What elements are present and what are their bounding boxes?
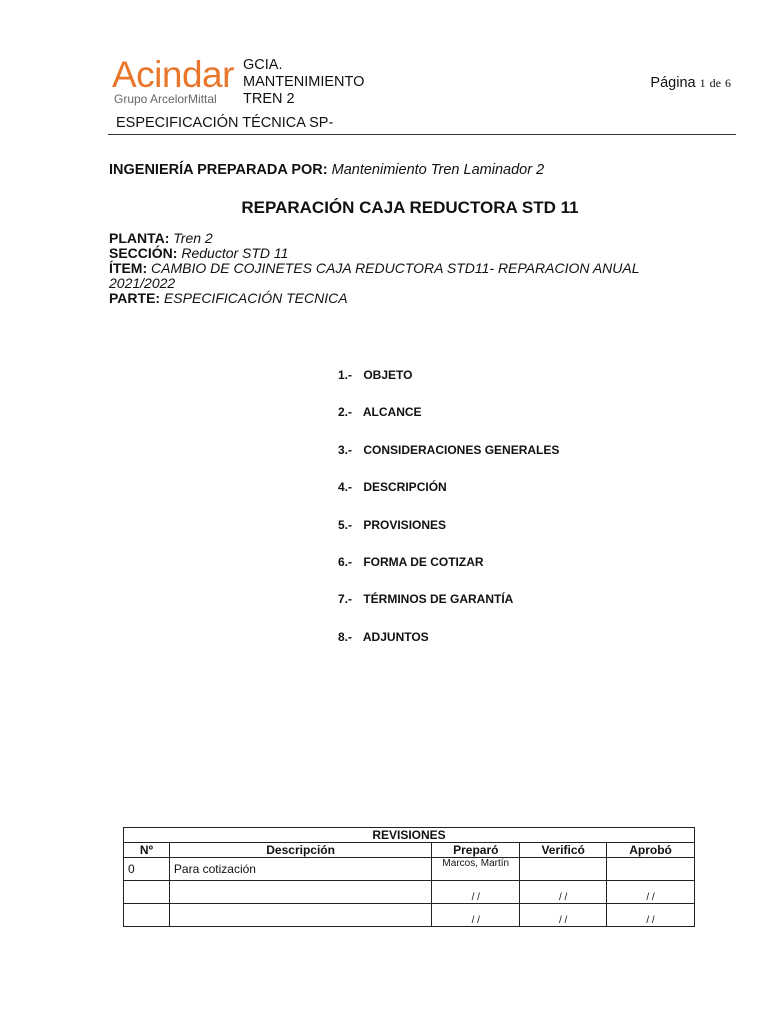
metadata-block — [109, 231, 669, 306]
toc-item: 2.- ALCANCE — [338, 405, 422, 420]
toc-item: 6.- FORMA DE COTIZAR — [338, 554, 484, 569]
rev-approved: / / — [607, 881, 695, 904]
rev-verified: / / — [520, 881, 607, 904]
rev-num — [124, 881, 170, 904]
item-value: CAMBIO DE COJINETES CAJA REDUCTORA STD11- REPARACION ANUAL 2021/2022 — [109, 260, 640, 291]
table-of-contents — [338, 368, 559, 667]
page-of: de — [709, 76, 721, 90]
company-logo: Acindar — [112, 54, 234, 95]
toc-item: 7.- TÉRMINOS DE GARANTÍA — [338, 592, 514, 607]
company-logo-subtitle: Grupo ArcelorMittal — [114, 92, 217, 106]
rev-verified — [520, 858, 607, 881]
page-number — [650, 75, 731, 91]
rev-prepared: / / — [432, 881, 520, 904]
planta-label: PLANTA: — [109, 230, 170, 246]
column-header: Descripción — [169, 843, 431, 858]
document-title: REPARACIÓN CAJA REDUCTORA STD 11 — [241, 198, 579, 217]
dept-line: GCIA. — [243, 57, 283, 73]
spec-title: ESPECIFICACIÓN TÉCNICA SP- — [116, 115, 334, 131]
page-total: 6 — [725, 76, 731, 90]
rev-approved — [607, 858, 695, 881]
table-row — [124, 858, 695, 881]
toc-item: 5.- PROVISIONES — [338, 517, 447, 532]
rev-prepared: / / — [432, 904, 520, 927]
revisions-table — [123, 827, 695, 927]
column-header: Verificó — [520, 843, 607, 858]
page-label: Página — [650, 75, 696, 91]
toc-item: 1.- OBJETO — [338, 368, 413, 382]
prepared-by — [109, 162, 544, 178]
rev-num: 0 — [124, 858, 170, 881]
seccion-label: SECCIÓN: — [109, 245, 178, 261]
rev-num — [124, 904, 170, 927]
planta-value: Tren 2 — [173, 230, 213, 246]
dept-line: MANTENIMIENTO — [243, 74, 365, 90]
header-divider — [108, 134, 736, 135]
column-header: Nº — [124, 843, 170, 858]
table-row — [124, 904, 695, 927]
department-block — [243, 57, 364, 108]
seccion-value: Reductor STD 11 — [181, 245, 289, 261]
rev-prepared: Marcos, Martín — [432, 858, 520, 881]
toc-item: 3.- CONSIDERACIONES GENERALES — [338, 442, 560, 457]
prepared-by-label: INGENIERÍA PREPARADA POR: — [109, 162, 328, 178]
rev-verified: / / — [520, 904, 607, 927]
item-label: ÍTEM: — [109, 260, 148, 276]
rev-desc: Para cotización — [169, 858, 431, 881]
revisions-caption: REVISIONES — [124, 828, 695, 843]
table-row — [124, 881, 695, 904]
prepared-by-value: Mantenimiento Tren Laminador 2 — [331, 162, 545, 178]
toc-item: 8.- ADJUNTOS — [338, 629, 429, 644]
toc-item: 4.- DESCRIPCIÓN — [338, 480, 447, 495]
parte-label: PARTE: — [109, 290, 161, 306]
dept-line: TREN 2 — [243, 91, 295, 107]
rev-approved: / / — [607, 904, 695, 927]
revisions-header-row — [124, 843, 695, 858]
column-header: Aprobó — [607, 843, 695, 858]
column-header: Preparó — [432, 843, 520, 858]
rev-desc — [169, 881, 431, 904]
parte-value: ESPECIFICACIÓN TECNICA — [163, 290, 348, 306]
page-current: 1 — [699, 76, 706, 90]
rev-desc — [169, 904, 431, 927]
